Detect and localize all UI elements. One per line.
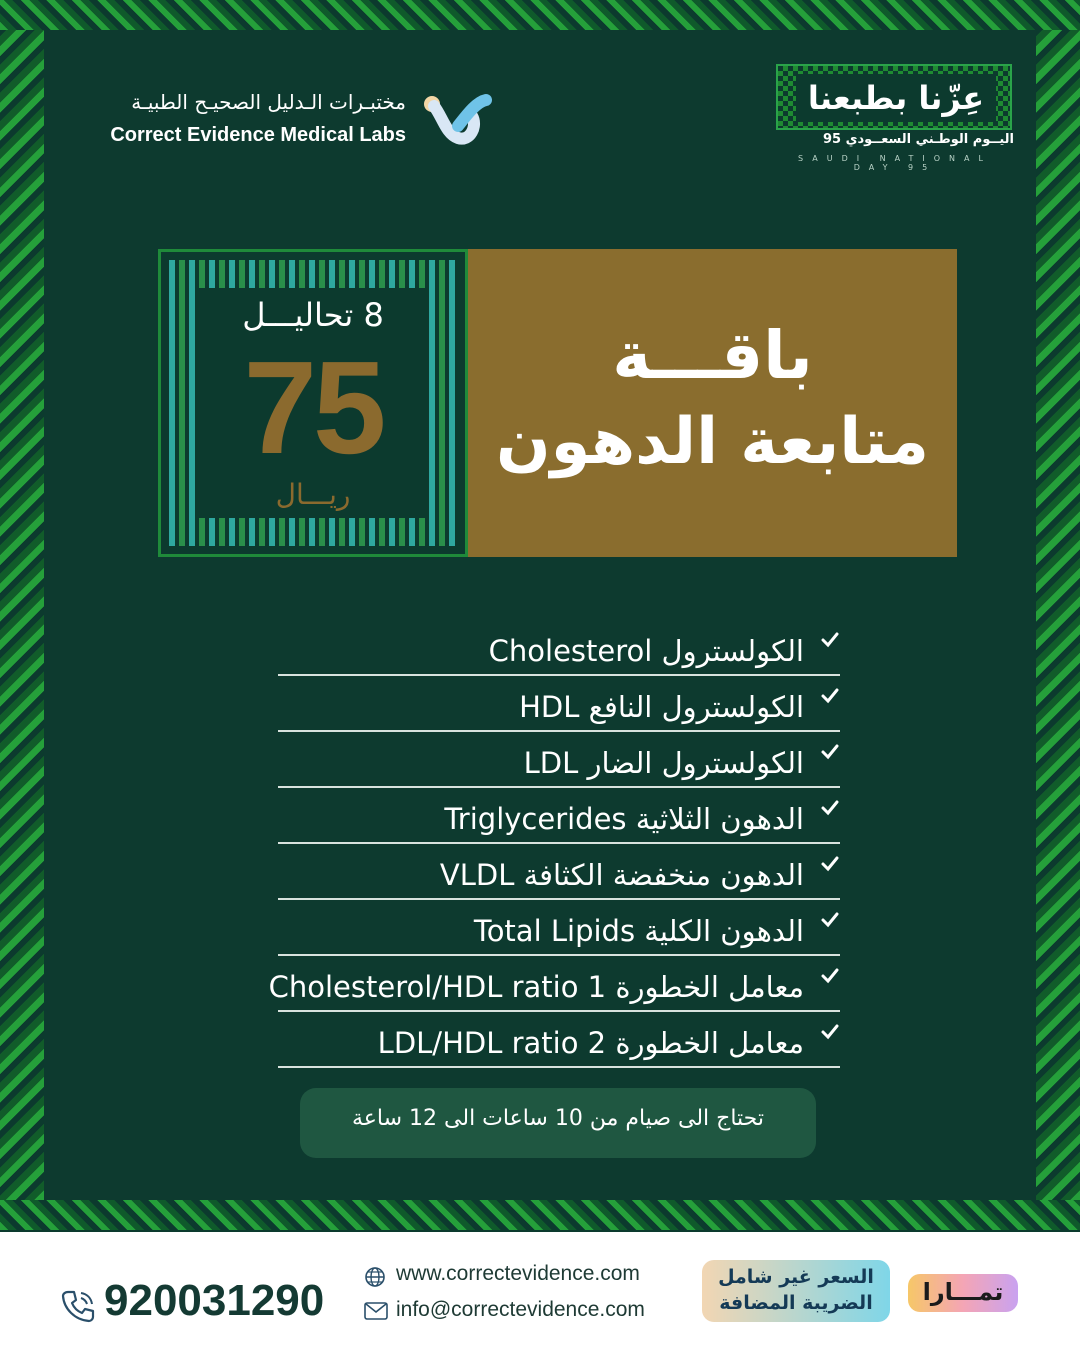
national-day-subtitle: اليــوم الوطـني السعــودي 95 — [822, 132, 1014, 147]
vat-notice-line1: السعر غير شامل — [718, 1266, 874, 1288]
lab-brand — [76, 86, 496, 156]
lab-name-arabic: مختبـرات الـدليل الصحيـح الطبيـة — [131, 90, 406, 114]
test-label: الكولسترول النافع HDL — [519, 690, 804, 724]
package-title-card — [468, 249, 957, 557]
test-item — [278, 676, 840, 732]
check-icon — [820, 854, 840, 874]
package-title-line1: باقـــة — [612, 317, 813, 394]
test-label: معامل الخطورة 2 LDL/HDL ratio — [377, 1026, 804, 1060]
national-day-pattern — [776, 64, 1012, 130]
test-label: معامل الخطورة 1 Cholesterol/HDL ratio — [268, 970, 804, 1004]
test-item — [268, 956, 840, 1012]
test-label: الدهون منخفضة الكثافة VLDL — [439, 858, 804, 892]
check-icon — [820, 966, 840, 986]
tests-count: 8 تحاليـــل — [242, 296, 384, 334]
test-label: الدهون الكلية Total Lipids — [473, 914, 804, 948]
fasting-note-text: تحتاج الى صيام من 10 ساعات الى 12 ساعة — [351, 1106, 765, 1131]
lab-logo-icon — [420, 86, 496, 150]
decorative-pattern-left — [0, 30, 44, 1200]
tamara-logo — [908, 1274, 1018, 1312]
vat-notice-line2: الضريبة المضافة — [719, 1292, 873, 1314]
test-item — [278, 1012, 840, 1068]
tests-list — [268, 620, 840, 1068]
decorative-pattern-right — [1036, 30, 1080, 1200]
decorative-pattern-bottom — [0, 1200, 1080, 1230]
tamara-logo-text: تمـــارا — [922, 1278, 1004, 1306]
footer — [0, 1232, 1080, 1350]
check-icon — [820, 1022, 840, 1042]
test-label: الدهون الثلاثية Triglycerides — [444, 802, 804, 836]
test-label: الكولسترول الضار LDL — [523, 746, 804, 780]
price-value: 75 — [243, 334, 383, 481]
package-title-line2: متابعة الدهون — [495, 405, 930, 479]
decorative-pattern-top — [0, 0, 1080, 30]
test-item — [278, 788, 840, 844]
vat-notice-badge — [702, 1260, 890, 1322]
national-day-english: SAUDI NATIONAL DAY 95 — [798, 154, 992, 172]
globe-icon — [364, 1266, 386, 1288]
test-item — [278, 620, 840, 676]
mail-icon — [364, 1302, 388, 1320]
test-item — [278, 732, 840, 788]
check-icon — [820, 686, 840, 706]
email-link[interactable]: info@correctevidence.com — [396, 1298, 645, 1321]
website-link[interactable]: www.correctevidence.com — [396, 1262, 640, 1285]
lab-name-english: Correct Evidence Medical Labs — [110, 124, 406, 146]
check-icon — [820, 798, 840, 818]
price-card — [158, 249, 468, 557]
check-icon — [820, 742, 840, 762]
phone-number-link[interactable]: 920031290 — [104, 1276, 325, 1325]
check-icon — [820, 630, 840, 650]
fasting-note — [300, 1088, 816, 1158]
test-item — [278, 900, 840, 956]
national-day-slogan: عِزّنا بطبعنا — [796, 74, 996, 122]
price-currency: ريـــال — [275, 478, 351, 511]
check-icon — [820, 910, 840, 930]
phone-icon — [60, 1288, 96, 1324]
test-label: الكولسترول Cholesterol — [488, 634, 804, 668]
test-item — [278, 844, 840, 900]
national-day-badge — [776, 64, 1016, 172]
